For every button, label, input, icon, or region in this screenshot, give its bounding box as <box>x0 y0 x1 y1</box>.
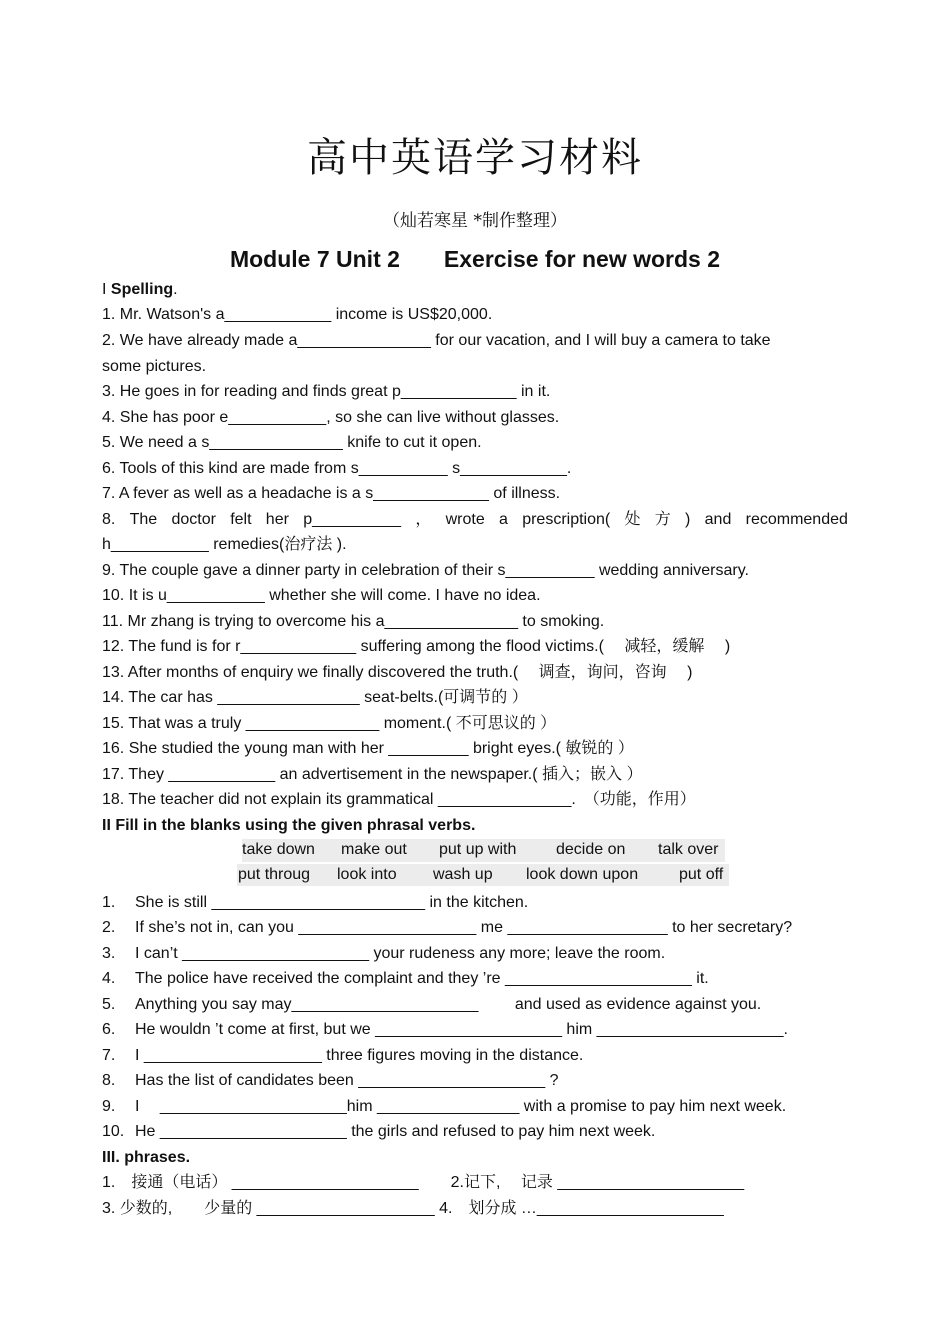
phrase: put up with <box>439 841 517 858</box>
item-number: 4. <box>102 970 116 987</box>
item-number: 1. <box>102 894 116 911</box>
item-number: 3. <box>102 945 116 962</box>
phrase: put throug <box>238 866 311 883</box>
word: recommended <box>745 511 848 528</box>
item-text: She is still ________________________ in the kitchen. <box>135 894 529 911</box>
phrase: make out <box>341 841 407 858</box>
spelling-item: 14. The car has ________________ seat-belts.(可调节的 ） <box>102 689 528 706</box>
phrase: put off <box>679 866 724 883</box>
phrasal-item <box>102 995 761 1015</box>
phrase: decide on <box>556 841 626 858</box>
word: 处 <box>624 511 641 528</box>
spelling-item: 1. Mr. Watson's a____________ income is US$20,000. <box>102 306 493 323</box>
phrase: take down <box>242 841 315 858</box>
word: The <box>129 511 158 528</box>
item-text: I can’t _____________________ your rudeness any more; leave the room. <box>135 945 666 962</box>
section-3-title: III. phrases. <box>102 1149 191 1166</box>
spelling-item: 11. Mr zhang is trying to overcome his a_______________ to smoking. <box>102 613 605 630</box>
spelling-item: 17. They ____________ an advertisement in the newspaper.( 插入；嵌入 ） <box>102 766 643 783</box>
phrase: wash up <box>433 866 493 883</box>
item-number: 8. <box>102 1072 116 1089</box>
spelling-item: h___________ remedies(治疗法 ). <box>102 536 347 553</box>
word: doctor <box>171 511 216 528</box>
spelling-item: 5. We need a s_______________ knife to cut it open. <box>102 434 482 451</box>
spelling-item: 15. That was a truly _______________ moment.( 不可思议的 ） <box>102 715 557 732</box>
phrasal-item <box>102 969 709 989</box>
item-number: 6. <box>102 1021 116 1038</box>
main-title: 高中英语学习材料 <box>307 135 643 181</box>
item-number: 2. <box>102 919 116 936</box>
word: felt <box>230 511 252 528</box>
spelling-item: 4. She has poor e___________, so she can live without glasses. <box>102 409 560 426</box>
item-text: Anything you say may_____________________ and used as evidence against you. <box>135 996 762 1013</box>
spelling-item: some pictures. <box>102 358 207 375</box>
word: ) <box>685 511 691 528</box>
word: a <box>499 511 508 528</box>
word: wrote <box>445 511 485 528</box>
spelling-item: 2. We have already made a_______________ for our vacation, and I will buy a camera to take <box>102 332 771 349</box>
phrase: look down upon <box>526 866 639 883</box>
phrasal-item <box>102 893 528 913</box>
phrasal-item <box>102 1046 583 1066</box>
phrase: talk over <box>658 841 719 858</box>
phrasal-item <box>102 1020 788 1040</box>
spelling-item: 13. After months of enquiry we finally discovered the truth.( 调查，询问，咨询 ) <box>102 664 693 681</box>
phrase-box-row-1 <box>242 839 725 862</box>
item-number: 9. <box>102 1098 116 1115</box>
word: and <box>704 511 732 528</box>
section-1-heading <box>102 280 178 300</box>
word: 方 <box>654 511 671 528</box>
spelling-item: 9. The couple gave a dinner party in celebration of their s__________ wedding anniversary. <box>102 562 749 579</box>
module-heading <box>0 246 950 273</box>
subtitle: （灿若寒星 *制作整理） <box>383 211 567 231</box>
module-label: Module 7 Unit 2 <box>229 246 400 272</box>
item-text: He wouldn ’t come at first, but we _____________________ him _____________________. <box>135 1021 788 1038</box>
section-2-title: II Fill in the blanks using the given phrasal verbs. <box>102 817 476 834</box>
spelling-item: 7. A fever as well as a headache is a s_____________ of illness. <box>102 485 561 502</box>
item-text: If she’s not in, can you ____________________ me __________________ to her secretary? <box>135 919 793 936</box>
spelling-item: 12. The fund is for r_____________ suffering among the flood victims.( 减轻，缓解 ) <box>102 638 731 655</box>
word: 8. <box>102 511 116 528</box>
item-number: 5. <box>102 996 116 1013</box>
item-text: Has the list of candidates been _____________________ ? <box>135 1072 559 1089</box>
item-text: I ____________________ three figures moving in the distance. <box>135 1047 584 1064</box>
spelling-item-8 <box>102 510 848 530</box>
section-1-prefix: I <box>102 281 111 298</box>
phrase-box-row-2 <box>237 864 729 886</box>
item-text: He _____________________ the girls and refused to pay him next week. <box>135 1123 656 1140</box>
phrasal-item <box>102 1122 655 1142</box>
word: ， <box>415 511 432 528</box>
spelling-item: 18. The teacher did not explain its grammatical _______________. （功能，作用） <box>102 791 696 808</box>
word: her <box>265 511 289 528</box>
phrasal-item <box>102 1071 558 1091</box>
phrasal-item <box>102 918 792 938</box>
section-1-suffix: . <box>173 281 178 298</box>
phrase: look into <box>337 866 397 883</box>
item-text: I _____________________him ________________ with a promise to pay him next week. <box>135 1098 787 1115</box>
phrasal-item <box>102 944 665 964</box>
word: prescription( <box>522 511 611 528</box>
spelling-item: 10. It is u___________ whether she will come. I have no idea. <box>102 587 541 604</box>
exercise-label: Exercise for new words 2 <box>443 246 721 272</box>
item-text: The police have received the complaint and they ’re _____________________ it. <box>135 970 709 987</box>
spelling-item: 3. He goes in for reading and finds great p_____________ in it. <box>102 383 551 400</box>
item-number: 10. <box>102 1123 125 1140</box>
phrasal-item <box>102 1097 786 1117</box>
item-number: 7. <box>102 1047 116 1064</box>
phrase-row: 1. 接通（电话） _____________________ 2.记下, 记录 _____________________ <box>102 1174 745 1191</box>
spelling-item: 6. Tools of this kind are made from s__________ s____________. <box>102 460 572 477</box>
spelling-item: 16. She studied the young man with her _________ bright eyes.( 敏锐的 ） <box>102 740 634 757</box>
word: p__________ <box>303 511 402 528</box>
section-1-title: Spelling <box>110 281 174 298</box>
phrase-row: 3. 少数的, 少量的 ____________________ 4. 划分成 …_____________________ <box>102 1200 724 1217</box>
